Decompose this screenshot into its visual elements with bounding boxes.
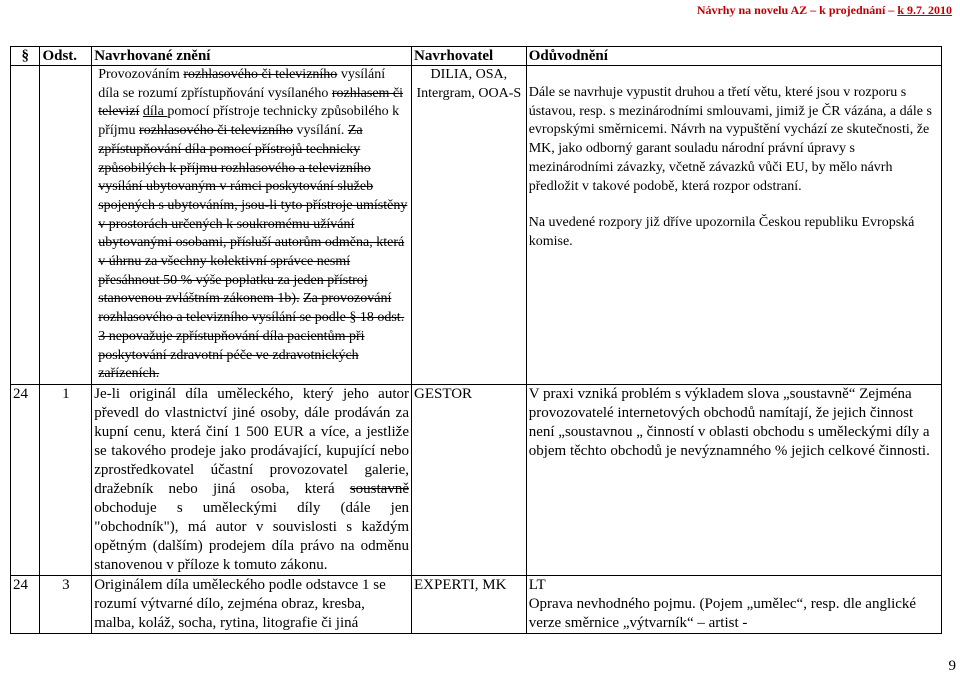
reason-paragraph: V praxi vzniká problém s výkladem slova „soustavně“ Zejména provozovatelé internetových obchodů namítají, že jejich činnost není „soustavnou „ činností v oblasti obchodu s uměleckými díly a objem těchto obchodů je nevýznamného % jejich celkové činnosti. xyxy=(528,385,930,459)
row-reason xyxy=(526,575,941,633)
reason-paragraph: Dále se navrhuje vypustit druhou a třetí větu, které jsou v rozporu s ústavou, resp. s mezinárodními smlouvami, jimiž je ČR vázána, a dále s evropskými směrnicemi. Návrh na vypuštění vychází ze skutečnosti, že MK, jako odborný garant souladu národní právní úpravy s mezinárodními závazky, včetně závazků vůči EU, by mělo návrh předložit v takové podobě, která rozpor odstraní. xyxy=(528,85,932,194)
table-header-row xyxy=(11,47,942,66)
col-header-paragraph: § xyxy=(11,47,40,66)
table-row xyxy=(11,66,942,385)
col-header-proposer: Navrhovatel xyxy=(412,47,527,66)
row-proposer: DILIA, OSA, Intergram, OOA-S xyxy=(412,66,527,385)
row-reason xyxy=(526,384,941,575)
reason-paragraph: Oprava nevhodného pojmu. (Pojem „umělec“, resp. dle anglické verze směrnice „výtvarník“ – artist - xyxy=(528,595,917,631)
header-note xyxy=(697,3,952,18)
row-paragraph: 24 xyxy=(11,384,40,575)
row-reason xyxy=(526,66,941,385)
reason-paragraph: Na uvedené rozpory již dříve upozornila Českou republiku Evropská komise. xyxy=(528,215,915,249)
col-header-text: Navrhované znění xyxy=(92,47,412,66)
table-row xyxy=(11,384,942,575)
table-row xyxy=(11,575,942,633)
row-paragraph xyxy=(11,66,40,385)
row-text: Je-li originál díla uměleckého, který jeho autor převedl do vlastnictví jiné osoby, dále prodáván za kupní cenu, která činí 1 500 EUR a více, a jestliže se takového prodeje jako prodávající, kupující nebo zprostředkovatel účastní provozovatel galerie, dražebník nebo jiná osoba, která soustavně obchoduje s uměleckými díly (dále jen "obchodník"), má autor v souvislosti s každým opětným (dalším) prodejem díla právo na odměnu stanovenou v příloze k tomuto zákonu. xyxy=(92,384,412,575)
header-note-text: Návrhy na novelu AZ – k projednání – xyxy=(696,3,898,17)
row-text: Provozováním rozhlasového či televizního vysílání díla se rozumí zpřístupňování vysílaného rozhlasem či televizí díla pomocí přístroje technicky způsobilého k příjmu rozhlasového či televizního vysílání. Za zpřístupňování díla pomocí přístrojů technicky způsobilých k příjmu rozhlasového a televizního vysílání ubytovaným v rámci poskytování služeb spojených s ubytováním, jsou-li tyto přístroje umístěny v prostorách určených k soukromému užívání ubytovanými osobami, přísluší autorům odměna, která v úhrnu za všechny kolektivní správce nesmí přesáhnout 50 % výše poplatku za jeden přístroj stanovenou zvláštním zákonem 1b). Za provozování rozhlasového a televizního vysílání se podle § 18 odst. 3 nepovažuje zpřístupňování díla pacientům při poskytování zdravotní péče ve zdravotnických zařízeních. xyxy=(92,66,412,385)
col-header-odst: Odst. xyxy=(40,47,92,66)
row-text: Originálem díla uměleckého podle odstavce 1 se rozumí výtvarné dílo, zejména obraz, kresba, malba, koláž, socha, rytina, litografie či jiná xyxy=(92,575,412,633)
proposals-table xyxy=(10,46,942,634)
row-proposer: GESTOR xyxy=(412,384,527,575)
row-odst xyxy=(40,66,92,385)
row-odst: 1 xyxy=(40,384,92,575)
row-paragraph: 24 xyxy=(11,575,40,633)
header-note-date: k 9.7. 2010 xyxy=(897,3,952,17)
row-proposer: EXPERTI, MK xyxy=(412,575,527,633)
row-odst: 3 xyxy=(40,575,92,633)
page-number: 9 xyxy=(948,658,956,674)
col-header-reason: Odůvodnění xyxy=(526,47,941,66)
reason-code: LT xyxy=(528,576,546,593)
